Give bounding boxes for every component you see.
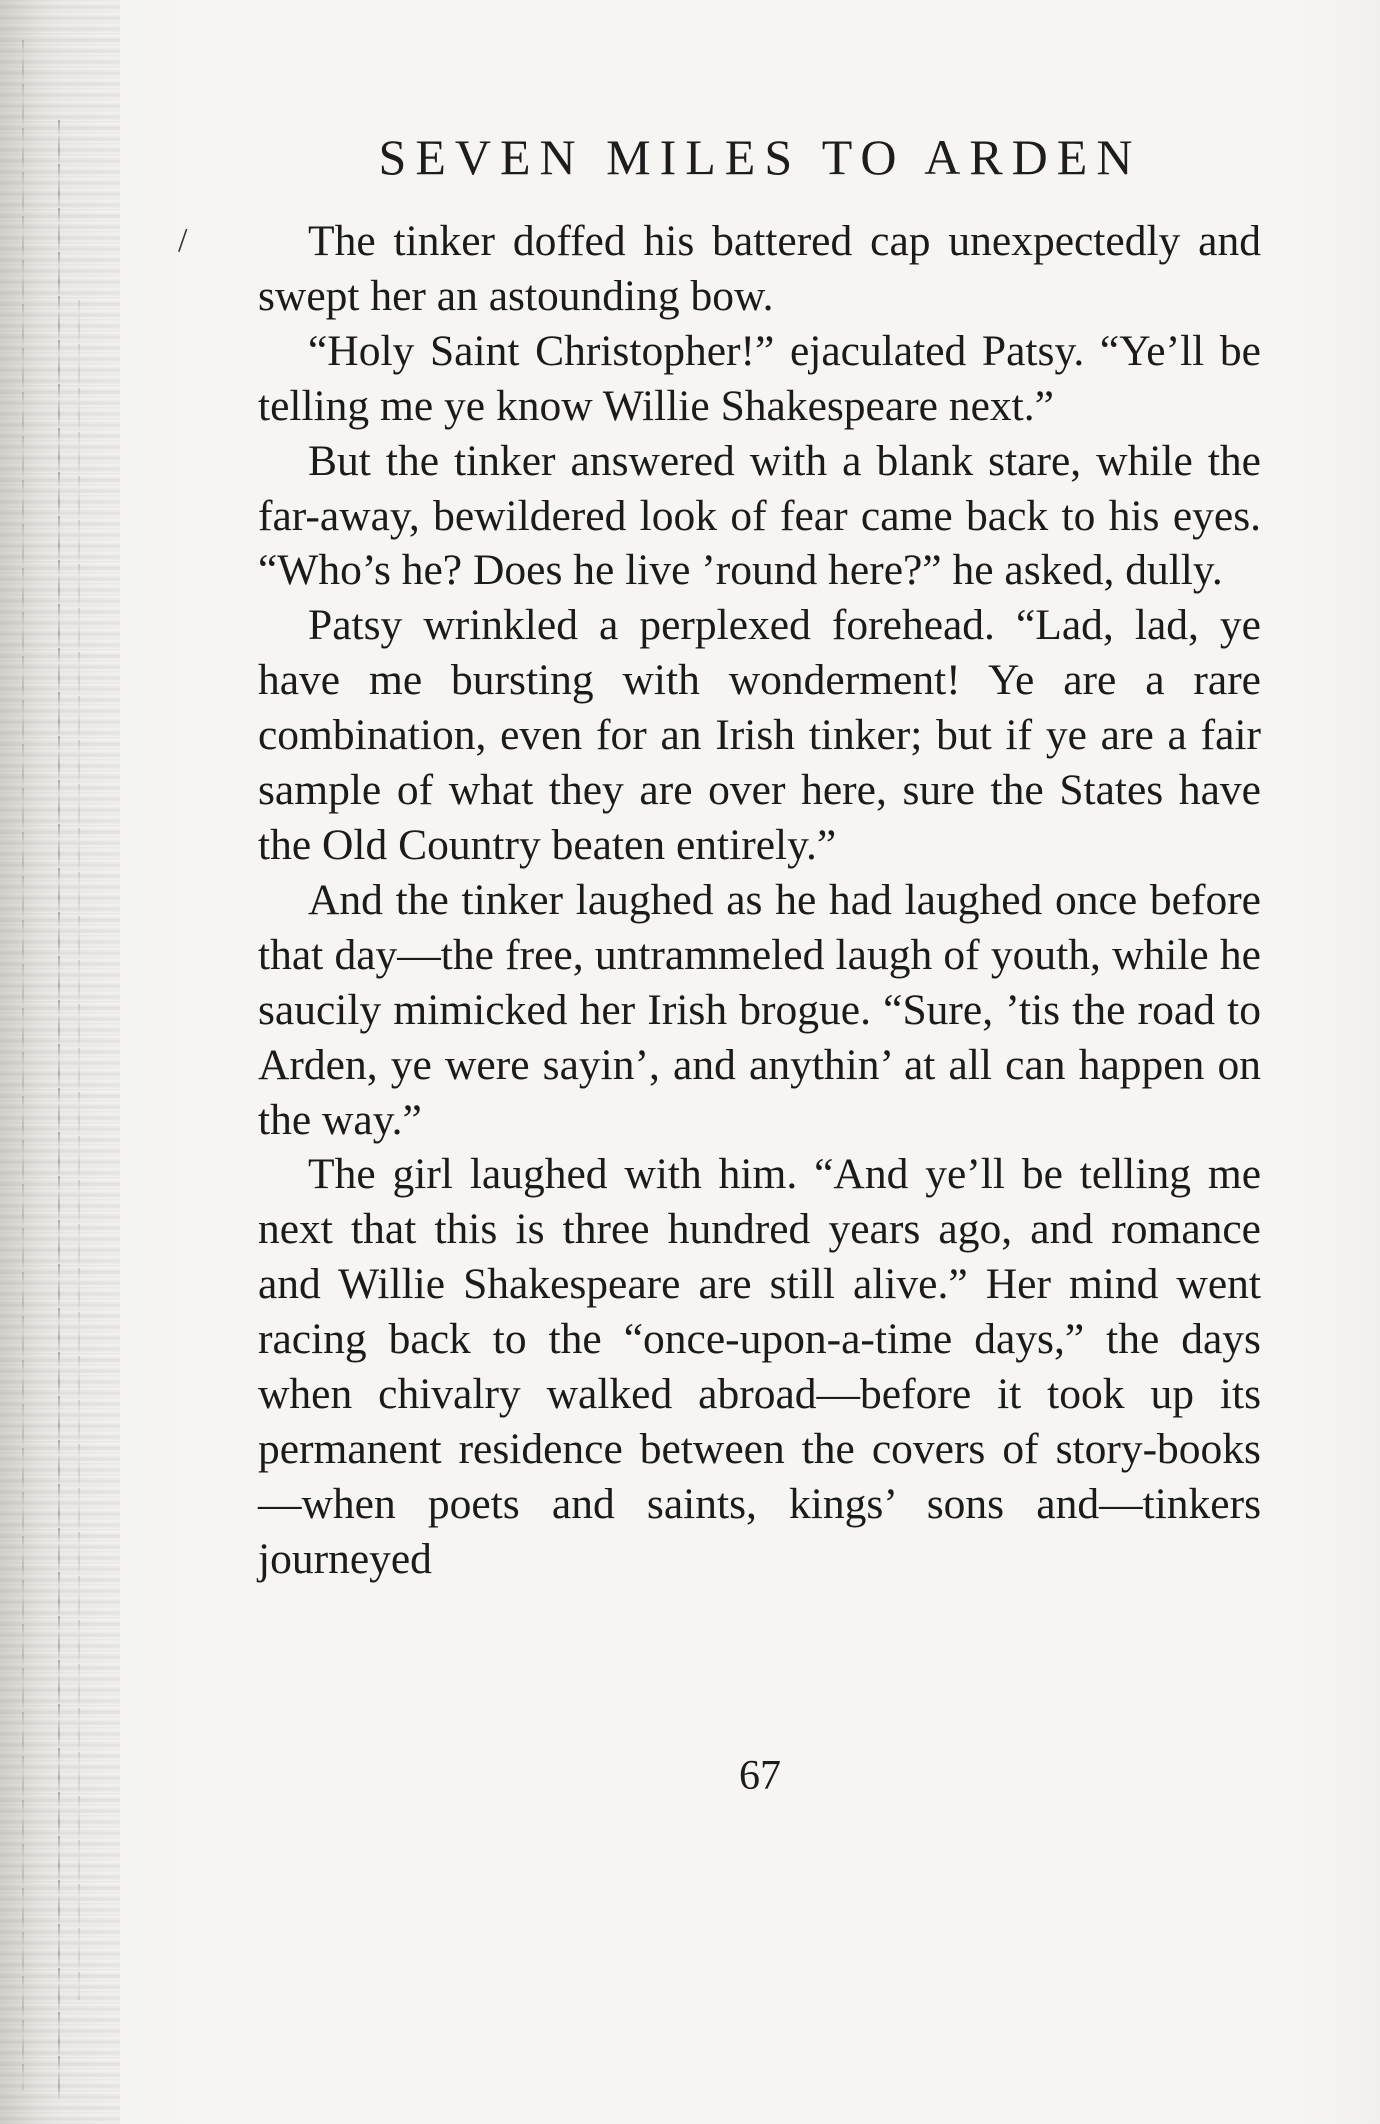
binding-shadow (22, 40, 24, 2090)
binding-edge (0, 0, 120, 2124)
running-head: SEVEN MILES TO ARDEN (378, 129, 1142, 185)
paragraph: But the tinker answered with a blank stare, while the far-away, bewildered look of fear came back to his eyes. “Who’s he? Does he live ’round here?” he asked, dully. (258, 436, 1261, 595)
binding-shadow (58, 120, 60, 2100)
page-number: 67 (739, 1753, 781, 1799)
paragraph: Patsy wrinkled a perplexed forehead. “Lad, lad, ye have me bursting with wonderment! Ye are a rare combination, even for an Irish tinker; but if ye are a fair sample of what they are over here, sure the States have the Old Country beaten entirely.” (258, 601, 1261, 869)
paragraph: And the tinker laughed as he had laughed once before that day—the free, untrammeled laugh of youth, while he saucily mimicked her Irish brogue. “Sure, ’tis the road to Arden, ye were sayin’, and anythin’ at all can happen on the way.” (258, 875, 1261, 1144)
paragraph: The girl laughed with him. “And ye’ll be telling me next that this is three hundred years ago, and romance and Willie Shakespeare are still alive.” Her mind went racing back to the “once-upon-a-time days,” the days when chivalry walked abroad—before it took up its permanent residence between the covers of story-books—when poets and saints, kings’ sons and—tinkers journeyed (258, 1150, 1261, 1583)
body-text (258, 214, 1261, 1587)
paragraph: “Holy Saint Christopher!” ejaculated Patsy. “Ye’ll be telling me ye know Willie Shakespeare next.” (258, 326, 1261, 430)
binding-shadow (78, 300, 80, 2000)
paragraph: The tinker doffed his battered cap unexpectedly and swept her an astounding bow. (258, 217, 1261, 320)
margin-mark: / (178, 222, 188, 259)
